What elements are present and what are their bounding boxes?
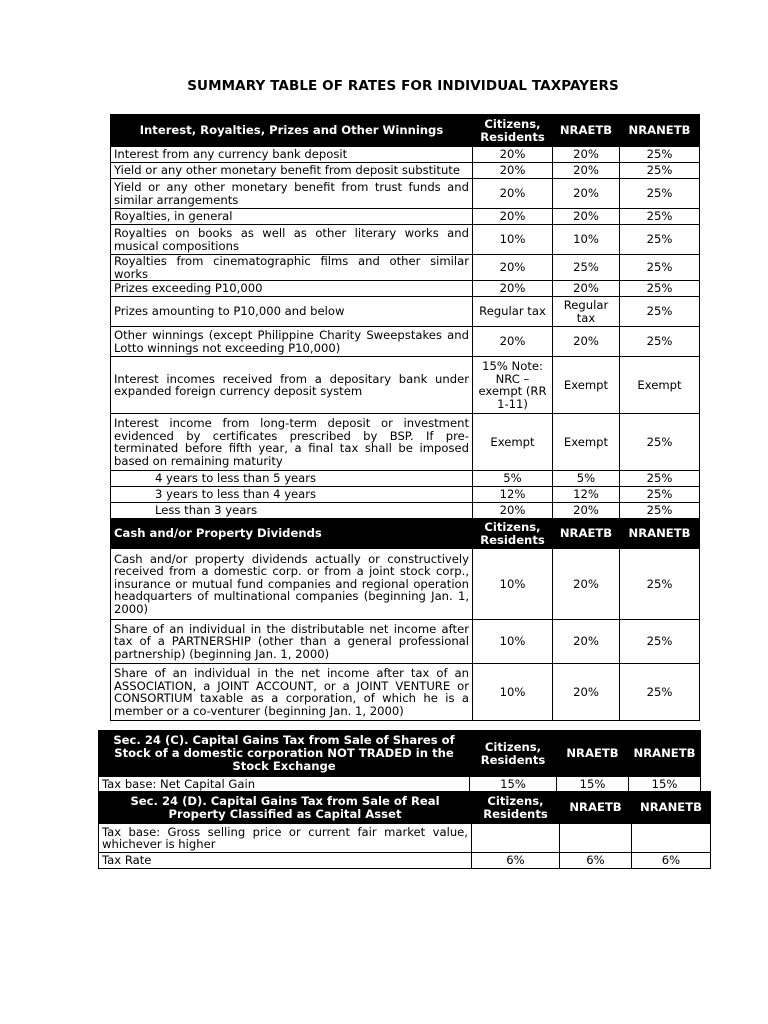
rate-citizens: 20% bbox=[473, 327, 553, 357]
rate-citizens: 5% bbox=[473, 471, 553, 487]
table-row bbox=[111, 163, 700, 179]
rate-nraetb: 20% bbox=[553, 327, 620, 357]
table-row bbox=[111, 327, 700, 357]
rate-nraetb: 5% bbox=[553, 471, 620, 487]
rate-nraetb: 20% bbox=[553, 503, 620, 519]
rate-nraetb: 12% bbox=[553, 487, 620, 503]
rate-nraetb: 20% bbox=[553, 664, 620, 721]
table-row bbox=[111, 297, 700, 327]
rate-nranetb: 25% bbox=[620, 255, 700, 281]
col-header-nranetb: NRANETB bbox=[632, 792, 711, 824]
rate-citizens: Exempt bbox=[473, 414, 553, 471]
rate-nraetb: 20% bbox=[553, 147, 620, 163]
table-row bbox=[111, 503, 700, 519]
rate-citizens: 20% bbox=[473, 147, 553, 163]
row-description: Royalties on books as well as other literary works and musical compositions bbox=[111, 225, 473, 255]
rate-nraetb: 15% bbox=[557, 777, 629, 792]
row-description: Cash and/or property dividends actually or constructively received from a domestic corp. or from a joint stock corp., insurance or mutual fund companies and regional operation headquarters of multinational companies (beginning Jan. 1, 2000) bbox=[111, 549, 473, 620]
table-row bbox=[111, 281, 700, 297]
rate-nraetb bbox=[560, 824, 632, 853]
col-header-citizens: Citizens, Residents bbox=[472, 792, 560, 824]
row-description: Prizes amounting to P10,000 and below bbox=[111, 297, 473, 327]
table-row bbox=[111, 255, 700, 281]
row-description: Interest income from long-term deposit or investment evidenced by certificates prescribed by BSP. If pre-terminated before fifth year, a final tax shall be imposed based on remaining maturity bbox=[111, 414, 473, 471]
rate-nranetb: 25% bbox=[620, 147, 700, 163]
table-row bbox=[111, 414, 700, 471]
rate-citizens: 20% bbox=[473, 209, 553, 225]
rate-citizens: 10% bbox=[473, 225, 553, 255]
table-row bbox=[111, 357, 700, 414]
rate-citizens: Regular tax bbox=[473, 297, 553, 327]
section-header-dividends: Cash and/or Property Dividends bbox=[111, 519, 473, 549]
rate-nranetb: 6% bbox=[632, 853, 711, 869]
rate-citizens: 20% bbox=[473, 179, 553, 209]
table-row bbox=[111, 147, 700, 163]
section-header-interest: Interest, Royalties, Prizes and Other Winnings bbox=[111, 115, 473, 147]
row-description: Prizes exceeding P10,000 bbox=[111, 281, 473, 297]
row-description: 4 years to less than 5 years bbox=[111, 471, 473, 487]
row-description: Yield or any other monetary benefit from deposit substitute bbox=[111, 163, 473, 179]
page-title: SUMMARY TABLE OF RATES FOR INDIVIDUAL TAXPAYERS bbox=[187, 78, 619, 94]
sec24c-table bbox=[98, 730, 701, 792]
rate-nraetb: 20% bbox=[553, 281, 620, 297]
col-header-nranetb: NRANETB bbox=[620, 115, 700, 147]
rate-citizens: 10% bbox=[473, 620, 553, 664]
rate-citizens: 20% bbox=[473, 281, 553, 297]
rate-nranetb bbox=[632, 824, 711, 853]
rate-nranetb: 25% bbox=[620, 503, 700, 519]
table-row bbox=[111, 620, 700, 664]
section-header-row bbox=[111, 519, 700, 549]
col-header-citizens: Citizens, Residents bbox=[470, 731, 557, 777]
section-header-row bbox=[111, 115, 700, 147]
rate-citizens bbox=[472, 824, 560, 853]
rate-nranetb: Exempt bbox=[620, 357, 700, 414]
rate-nranetb: 15% bbox=[629, 777, 701, 792]
row-description: Tax Rate bbox=[99, 853, 472, 869]
table-row bbox=[111, 549, 700, 620]
rate-citizens: 20% bbox=[473, 255, 553, 281]
rate-nranetb: 25% bbox=[620, 163, 700, 179]
rate-nranetb: 25% bbox=[620, 664, 700, 721]
table-row bbox=[99, 777, 701, 792]
rate-nraetb: 20% bbox=[553, 549, 620, 620]
rate-nranetb: 25% bbox=[620, 297, 700, 327]
col-header-nraetb: NRAETB bbox=[560, 792, 632, 824]
rate-nranetb: 25% bbox=[620, 209, 700, 225]
rate-citizens: 15% bbox=[470, 777, 557, 792]
rate-nraetb: Regular tax bbox=[553, 297, 620, 327]
row-description: Less than 3 years bbox=[111, 503, 473, 519]
rate-nraetb: 20% bbox=[553, 620, 620, 664]
col-header-nranetb: NRANETB bbox=[629, 731, 701, 777]
col-header-nraetb: NRAETB bbox=[553, 115, 620, 147]
row-description: Interest from any currency bank deposit bbox=[111, 147, 473, 163]
rate-nraetb: 20% bbox=[553, 209, 620, 225]
row-description: Royalties from cinematographic films and other similar works bbox=[111, 255, 473, 281]
row-description: Royalties, in general bbox=[111, 209, 473, 225]
rates-table bbox=[110, 114, 700, 721]
rate-citizens: 20% bbox=[473, 163, 553, 179]
rate-nraetb: 10% bbox=[553, 225, 620, 255]
section-header-row bbox=[99, 792, 711, 824]
col-header-nraetb: NRAETB bbox=[557, 731, 629, 777]
col-header-nranetb: NRANETB bbox=[620, 519, 700, 549]
table-row bbox=[111, 471, 700, 487]
rate-nraetb: 6% bbox=[560, 853, 632, 869]
rate-nraetb: Exempt bbox=[553, 357, 620, 414]
rate-nranetb: 25% bbox=[620, 471, 700, 487]
col-header-nraetb: NRAETB bbox=[553, 519, 620, 549]
section-header-sec24c: Sec. 24 (C). Capital Gains Tax from Sale of Shares of Stock of a domestic corporation NOT TRADED in the Stock Exchange bbox=[99, 731, 470, 777]
table-row bbox=[111, 209, 700, 225]
section-header-row bbox=[99, 731, 701, 777]
row-description: Interest incomes received from a depositary bank under expanded foreign currency deposit system bbox=[111, 357, 473, 414]
table-row bbox=[111, 487, 700, 503]
rate-nranetb: 25% bbox=[620, 620, 700, 664]
row-description: 3 years to less than 4 years bbox=[111, 487, 473, 503]
rate-citizens: 10% bbox=[473, 549, 553, 620]
rate-nranetb: 25% bbox=[620, 549, 700, 620]
rate-nranetb: 25% bbox=[620, 414, 700, 471]
col-header-citizens: Citizens, Residents bbox=[473, 519, 553, 549]
rate-nranetb: 25% bbox=[620, 487, 700, 503]
rate-citizens: 20% bbox=[473, 503, 553, 519]
rate-nraetb: 25% bbox=[553, 255, 620, 281]
rate-citizens: 6% bbox=[472, 853, 560, 869]
rate-nraetb: 20% bbox=[553, 163, 620, 179]
rate-nranetb: 25% bbox=[620, 225, 700, 255]
row-description: Share of an individual in the distributable net income after tax of a PARTNERSHIP (other than a general professional partnership) (beginning Jan. 1, 2000) bbox=[111, 620, 473, 664]
rate-nranetb: 25% bbox=[620, 327, 700, 357]
rate-nranetb: 25% bbox=[620, 281, 700, 297]
row-description: Tax base: Gross selling price or current fair market value, whichever is higher bbox=[99, 824, 472, 853]
sec24d-table bbox=[98, 791, 711, 869]
rate-nraetb: 20% bbox=[553, 179, 620, 209]
rate-nraetb: Exempt bbox=[553, 414, 620, 471]
col-header-citizens: Citizens, Residents bbox=[473, 115, 553, 147]
row-description: Other winnings (except Philippine Charity Sweepstakes and Lotto winnings not exceeding P10,000) bbox=[111, 327, 473, 357]
rate-nranetb: 25% bbox=[620, 179, 700, 209]
table-row bbox=[111, 664, 700, 721]
row-description: Share of an individual in the net income after tax of an ASSOCIATION, a JOINT ACCOUNT, or a JOINT VENTURE or CONSORTIUM taxable as a corporation, of which he is a member or a co-venturer (beginning Jan. 1, 2000) bbox=[111, 664, 473, 721]
row-description: Yield or any other monetary benefit from trust funds and similar arrangements bbox=[111, 179, 473, 209]
rate-citizens: 10% bbox=[473, 664, 553, 721]
row-description: Tax base: Net Capital Gain bbox=[99, 777, 470, 792]
rate-citizens: 15% Note: NRC – exempt (RR 1-11) bbox=[473, 357, 553, 414]
table-row bbox=[111, 179, 700, 209]
rate-citizens: 12% bbox=[473, 487, 553, 503]
table-row bbox=[111, 225, 700, 255]
table-row bbox=[99, 853, 711, 869]
table-row bbox=[99, 824, 711, 853]
section-header-sec24d: Sec. 24 (D). Capital Gains Tax from Sale of Real Property Classified as Capital Asset bbox=[99, 792, 472, 824]
